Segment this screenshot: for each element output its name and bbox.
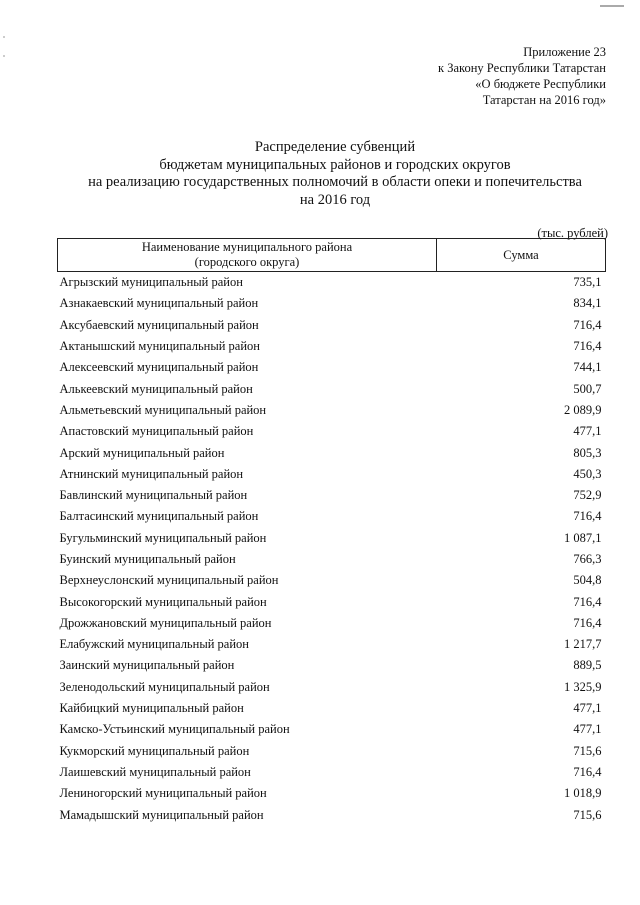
table-row [58, 634, 606, 655]
district-sum: 716,4 [573, 615, 602, 630]
table-body [58, 272, 606, 826]
district-sum: 716,4 [573, 764, 602, 779]
district-name: Аксубаевский муниципальный район [59, 317, 259, 332]
district-sum: 889,5 [573, 658, 602, 673]
district-name: Бавлинский муниципальный район [59, 488, 248, 503]
district-name: Апастовский муниципальный район [59, 424, 254, 439]
table-row [58, 272, 606, 294]
district-name: Балтасинский муниципальный район [59, 509, 259, 524]
district-name: Арский муниципальный район [59, 445, 225, 460]
title-line: на реализацию государственных полномочий в области опеки и попечительства [88, 174, 582, 190]
column-header-name-line: (городского округа) [194, 255, 300, 269]
district-sum: 1 325,9 [564, 679, 602, 694]
table-row [58, 421, 606, 442]
table-row [58, 442, 606, 463]
district-sum: 716,4 [573, 509, 602, 524]
district-name: Кайбицкий муниципальный район [59, 701, 244, 716]
table-row [58, 293, 606, 314]
district-sum: 744,1 [573, 360, 602, 375]
district-name: Заинский муниципальный район [59, 658, 235, 673]
district-name: Зеленодольский муниципальный район [59, 679, 270, 694]
appendix-line: Приложение 23 [523, 45, 606, 59]
appendix-line: Татарстан на 2016 год» [482, 93, 606, 107]
table-row [58, 804, 606, 825]
table-row [58, 698, 606, 719]
district-name: Высокогорский муниципальный район [59, 594, 267, 609]
table-row [58, 570, 606, 591]
table-row [58, 506, 606, 527]
district-name: Бугульминский муниципальный район [59, 530, 267, 545]
table-row [58, 528, 606, 549]
table-row [58, 783, 606, 804]
district-name: Верхнеуслонский муниципальный район [59, 573, 279, 588]
district-name: Актанышский муниципальный район [59, 339, 260, 354]
district-sum: 805,3 [573, 445, 602, 460]
district-sum: 716,4 [573, 339, 602, 354]
district-sum: 1 087,1 [564, 530, 602, 545]
district-sum: 752,9 [573, 488, 602, 503]
district-sum: 477,1 [573, 701, 602, 716]
district-sum: 450,3 [573, 466, 602, 481]
district-sum: 500,7 [573, 381, 602, 396]
table-row [58, 357, 606, 378]
table-row [58, 378, 606, 399]
column-header-name [58, 239, 437, 272]
appendix-line: к Закону Республики Татарстан [438, 61, 606, 75]
units-note: (тыс. рублей) [537, 226, 608, 240]
district-sum: 766,3 [573, 552, 602, 566]
table-row [58, 485, 606, 506]
district-name: Азнакаевский муниципальный район [59, 296, 259, 311]
district-name: Атнинский муниципальный район [59, 466, 244, 481]
district-name: Лениногорский муниципальный район [59, 786, 267, 801]
table-row [58, 613, 606, 634]
table-row [58, 655, 606, 676]
district-name: Мамадышский муниципальный район [59, 807, 264, 822]
table-row [58, 400, 606, 421]
appendix-reference [438, 44, 606, 108]
table-row [58, 591, 606, 612]
column-header-sum: Сумма [437, 239, 606, 272]
district-sum: 715,6 [573, 807, 602, 822]
document-title [40, 139, 630, 209]
district-name: Лаишевский муниципальный район [59, 764, 251, 779]
district-name: Кукморский муниципальный район [59, 743, 250, 758]
district-sum: 735,1 [573, 275, 602, 290]
district-name: Буинский муниципальный район [59, 552, 236, 566]
district-sum: 1 018,9 [564, 786, 602, 801]
district-name: Агрызский муниципальный район [59, 275, 243, 290]
district-name: Алькеевский муниципальный район [59, 381, 253, 396]
district-sum: 715,6 [573, 743, 602, 758]
district-name: Дрожжановский муниципальный район [59, 615, 272, 630]
district-name: Альметьевский муниципальный район [59, 402, 267, 417]
district-sum: 2 089,9 [564, 402, 602, 417]
table-row [58, 741, 606, 762]
subventions-table [57, 238, 606, 826]
district-sum: 477,1 [573, 722, 602, 737]
district-name: Елабужский муниципальный район [59, 637, 249, 652]
appendix-line: «О бюджете Республики [475, 77, 606, 91]
table-row [58, 336, 606, 357]
table-row [58, 677, 606, 698]
district-sum: 834,1 [573, 296, 602, 311]
title-line: Распределение субвенций [254, 139, 416, 155]
district-sum: 477,1 [573, 424, 602, 439]
title-line: бюджетам муниципальных районов и городских округов [159, 156, 511, 173]
title-line: на 2016 год [299, 191, 371, 208]
column-header-name-line: Наименование муниципального района [141, 240, 353, 254]
district-sum: 716,4 [573, 594, 602, 609]
district-sum: 1 217,7 [564, 637, 602, 652]
district-name: Алексеевский муниципальный район [59, 360, 259, 375]
table-row [58, 549, 606, 570]
district-name: Камско-Устьинский муниципальный район [59, 722, 290, 737]
district-sum: 716,4 [573, 317, 602, 332]
table-row [58, 762, 606, 783]
table-row [58, 719, 606, 740]
district-sum: 504,8 [573, 573, 602, 588]
table-header-row [58, 239, 606, 272]
table-row [58, 464, 606, 485]
table-row [58, 315, 606, 336]
